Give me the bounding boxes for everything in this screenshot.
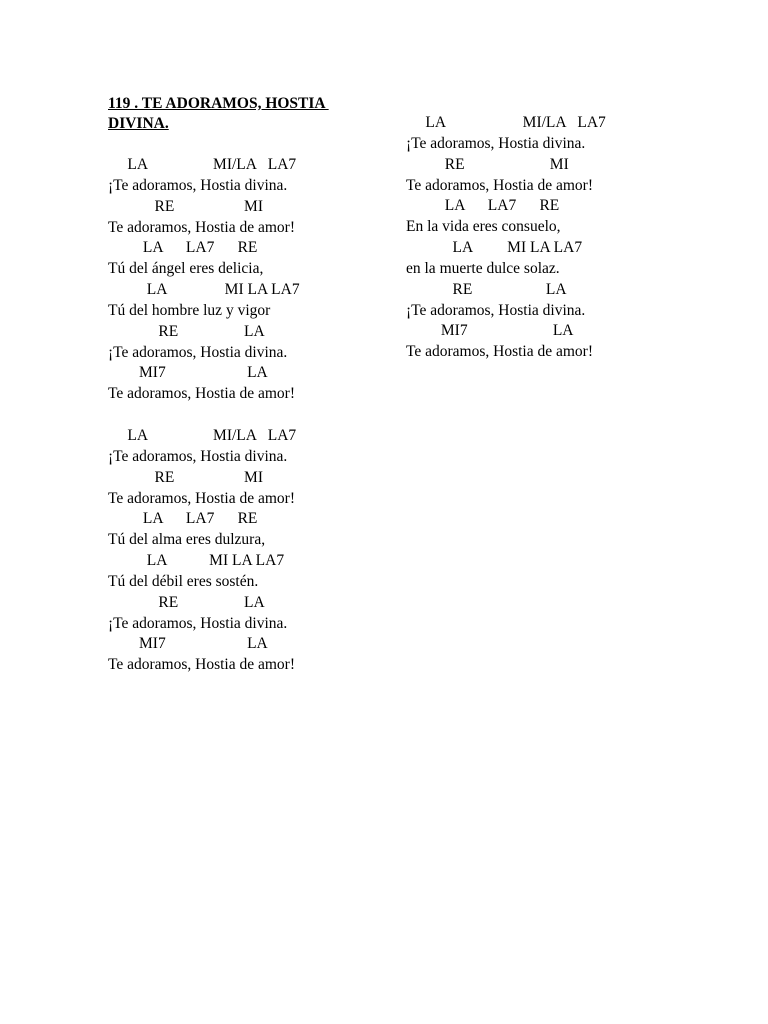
chord-line: LA LA7 RE [406,197,560,215]
verse-gap [108,405,438,426]
lyric-line: Tú del débil eres sostén. [108,572,259,590]
lyric-line: Tú del hombre luz y vigor [108,301,271,319]
verse-3 [406,113,736,363]
chord-line: LA MI LA LA7 [406,239,583,257]
lyric-line: ¡Te adoramos, Hostia divina. [108,176,288,194]
right-column [406,113,736,363]
chord-line: MI7 LA [108,635,268,653]
lyric-line: Tú del alma eres dulzura, [108,531,266,549]
lyric-line: ¡Te adoramos, Hostia divina. [108,343,288,361]
lyric-line: Te adoramos, Hostia de amor! [108,218,296,236]
lyric-line: Te adoramos, Hostia de amor! [406,176,594,194]
chord-line: LA MI/LA LA7 [108,426,297,444]
lyric-line: ¡Te adoramos, Hostia divina. [406,301,586,319]
lyric-line: ¡Te adoramos, Hostia divina. [108,614,288,632]
lyric-line: en la muerte dulce solaz. [406,259,560,277]
lyric-line: Te adoramos, Hostia de amor! [108,489,296,507]
lyric-line: Te adoramos, Hostia de amor! [108,385,296,403]
chord-line: LA MI LA LA7 [108,281,300,299]
chord-line: RE LA [108,322,265,340]
lyric-line: Te adoramos, Hostia de amor! [108,656,296,674]
song-title-line-2: DIVINA. [108,115,169,132]
song-title-line-1: 119 . TE ADORAMOS, HOSTIA [108,95,329,112]
lyric-line: Tú del ángel eres delicia, [108,260,264,278]
chord-line: RE MI [108,468,263,486]
chord-line: LA MI LA LA7 [108,552,285,570]
left-column [108,155,438,676]
chord-line: RE LA [108,593,265,611]
chord-line: RE MI [406,155,569,173]
chord-line: MI7 LA [108,364,268,382]
chord-line: RE LA [406,280,567,298]
lyric-line: Te adoramos, Hostia de amor! [406,343,594,361]
chord-line: LA MI/LA LA7 [406,114,606,131]
lyric-line: ¡Te adoramos, Hostia divina. [108,447,288,465]
verse-1 [108,155,438,405]
verse-2 [108,426,438,676]
chord-line: RE MI [108,197,263,215]
lyric-line: En la vida eres consuelo, [406,218,561,236]
chord-line: LA LA7 RE [108,239,258,257]
lyric-line: ¡Te adoramos, Hostia divina. [406,134,586,152]
chord-line: MI7 LA [406,322,574,340]
song-title [108,94,378,134]
chord-line: LA LA7 RE [108,510,258,528]
chord-line: LA MI/LA LA7 [108,156,297,173]
